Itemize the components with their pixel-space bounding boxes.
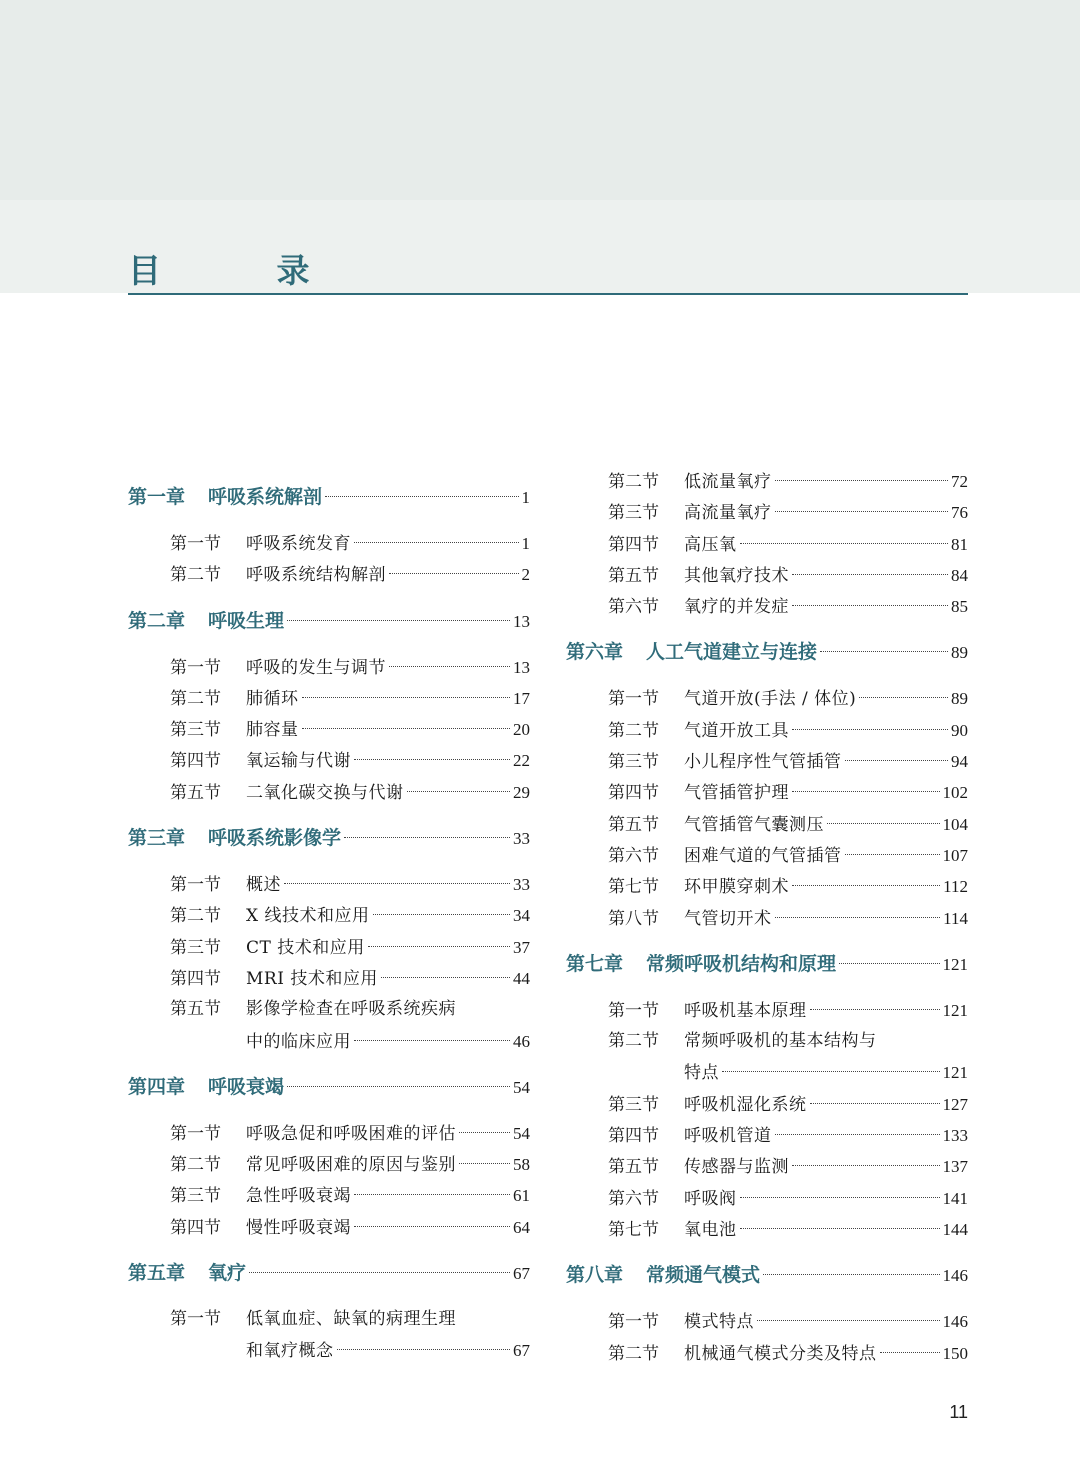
section-title: MRI 技术和应用 — [246, 968, 378, 989]
chapter-number: 第一章 — [128, 486, 186, 508]
page-ref: 107 — [942, 845, 968, 865]
toc-chapter-entry — [128, 1072, 530, 1103]
section-title: 气道开放工具 — [684, 720, 789, 741]
toc-section-entry — [128, 1149, 530, 1180]
section-number: 第一节 — [170, 657, 221, 678]
section-title: 二氧化碳交换与代谢 — [246, 782, 404, 803]
dot-leader — [284, 883, 510, 884]
section-number: 第四节 — [170, 751, 221, 772]
toc-section-entry — [566, 560, 968, 591]
dot-leader — [302, 697, 511, 698]
section-number: 第五节 — [608, 814, 659, 835]
toc-section-entry — [128, 1026, 530, 1057]
section-title: 呼吸机基本原理 — [684, 1000, 807, 1021]
toc-section-entry — [128, 652, 530, 683]
page-ref: 121 — [942, 1063, 968, 1083]
section-number: 第二节 — [170, 688, 221, 709]
page-ref: 67 — [513, 1264, 530, 1284]
chapter-title: 呼吸系统影像学 — [208, 827, 342, 850]
section-title: 呼吸机湿化系统 — [684, 1094, 807, 1115]
section-title: 概述 — [246, 875, 281, 896]
page-number: 11 — [949, 1402, 968, 1422]
dot-leader — [757, 1320, 940, 1321]
section-title: 急性呼吸衰竭 — [246, 1186, 351, 1207]
chapter-title: 常频通气模式 — [646, 1264, 761, 1287]
section-number: 第一节 — [170, 875, 221, 896]
section-number: 第三节 — [170, 720, 221, 741]
page-ref: 1 — [521, 488, 530, 507]
section-number: 第三节 — [170, 1186, 221, 1207]
dot-leader — [845, 854, 940, 855]
section-title: 低流量氧疗 — [684, 472, 772, 492]
section-title: 氧电池 — [684, 1219, 737, 1240]
chapter-number: 第四章 — [128, 1075, 186, 1098]
section-title: 呼吸机管道 — [684, 1126, 772, 1147]
section-number: 第四节 — [608, 534, 659, 555]
section-number: 第四节 — [170, 1217, 221, 1238]
section-title: 呼吸的发生与调节 — [246, 657, 386, 678]
toc-section-entry — [128, 745, 530, 776]
chapter-title: 呼吸系统解剖 — [208, 486, 323, 508]
page-ref: 144 — [942, 1219, 968, 1239]
dot-leader — [459, 1132, 510, 1133]
section-title: 高压氧 — [684, 534, 737, 555]
page-ref: 90 — [951, 720, 968, 740]
section-number: 第七节 — [608, 877, 659, 898]
page-ref: 58 — [513, 1155, 530, 1175]
toc-section-entry — [566, 529, 968, 560]
section-number: 第一节 — [170, 1123, 221, 1144]
toc-chapter-entry — [566, 637, 968, 668]
chapter-number: 第六章 — [566, 641, 624, 664]
dot-leader — [287, 1086, 510, 1087]
toc-section-entry — [128, 714, 530, 745]
page-ref: 20 — [513, 720, 530, 740]
section-number: 第一节 — [608, 1312, 659, 1333]
page-ref: 94 — [951, 752, 968, 772]
section-number: 第二节 — [608, 1031, 659, 1052]
page-ref: 114 — [943, 908, 968, 928]
section-title: 低氧血症、缺氧的病理生理 — [246, 1309, 456, 1330]
section-number: 第三节 — [170, 937, 221, 958]
toc-section-entry — [128, 528, 530, 559]
dot-leader — [325, 496, 518, 497]
toc-section-entry — [128, 683, 530, 714]
toc-section-entry — [128, 559, 530, 590]
page-ref: 2 — [521, 565, 530, 585]
dot-leader — [740, 1228, 940, 1229]
section-title: 肺循环 — [246, 688, 299, 709]
section-number: 第六节 — [608, 1188, 659, 1209]
page-ref: 84 — [951, 565, 968, 585]
dot-leader — [373, 914, 510, 915]
toc-section-entry — [128, 1304, 530, 1335]
toc-section-entry — [128, 900, 530, 931]
toc-section-entry — [566, 1026, 968, 1057]
header-band — [0, 0, 1080, 200]
dot-leader — [740, 1197, 940, 1198]
toc-left-column — [128, 482, 530, 1367]
page-ref: 29 — [513, 782, 530, 802]
chapter-title: 常频呼吸机结构和原理 — [646, 952, 837, 975]
dot-leader — [302, 728, 511, 729]
section-number: 第三节 — [608, 1094, 659, 1115]
dot-leader — [810, 1103, 940, 1104]
page-ref: 146 — [942, 1266, 968, 1286]
dot-leader — [354, 1194, 510, 1195]
toc-chapter-entry — [566, 949, 968, 980]
section-title: 呼吸阀 — [684, 1188, 737, 1209]
page-ref: 112 — [943, 877, 968, 897]
dot-leader — [407, 791, 511, 792]
toc-section-entry — [128, 994, 530, 1025]
toc-section-entry — [566, 1151, 968, 1182]
dot-leader — [775, 511, 949, 512]
section-title: 小儿程序性气管插管 — [684, 752, 842, 773]
dot-leader — [354, 759, 510, 760]
toc-section-entry — [128, 777, 530, 808]
dot-leader — [389, 573, 519, 574]
dot-leader — [792, 791, 940, 792]
section-title: 机械通气模式分类及特点 — [684, 1343, 877, 1364]
dot-leader — [354, 542, 519, 543]
chapter-number: 第七章 — [566, 952, 624, 975]
toc-section-entry — [128, 869, 530, 900]
section-title: 常频呼吸机的基本结构与 — [684, 1031, 877, 1052]
toc-chapter-entry — [566, 1260, 968, 1291]
dot-leader — [354, 1226, 510, 1227]
dot-leader — [859, 697, 948, 698]
page-ref: 150 — [942, 1343, 968, 1363]
section-number: 第一节 — [608, 689, 659, 710]
chapter-number: 第二章 — [128, 609, 186, 632]
dot-leader — [249, 1272, 510, 1273]
toc-section-entry — [566, 1338, 968, 1369]
toc-chapter-entry — [128, 1258, 530, 1289]
page-ref: 121 — [942, 954, 968, 974]
page-ref: 37 — [513, 937, 530, 957]
page-ref: 102 — [942, 783, 968, 803]
dot-leader — [792, 605, 948, 606]
page-ref: 85 — [951, 597, 968, 617]
page-ref: 33 — [513, 829, 530, 849]
section-title: 呼吸急促和呼吸困难的评估 — [246, 1123, 456, 1144]
toc-section-entry — [566, 591, 968, 622]
toc-section-entry — [566, 1057, 968, 1088]
section-title: 气道开放(手法 / 体位) — [684, 689, 857, 710]
dot-leader — [763, 1274, 939, 1275]
section-title: 困难气道的气管插管 — [684, 845, 842, 866]
page-ref: 127 — [942, 1094, 968, 1114]
section-title: CT 技术和应用 — [246, 937, 365, 958]
section-title: X 线技术和应用 — [246, 906, 370, 927]
title-underline — [128, 293, 968, 295]
page-ref: 141 — [942, 1188, 968, 1208]
chapter-title: 呼吸衰竭 — [208, 1075, 285, 1098]
toc-section-entry — [566, 1214, 968, 1245]
toc-section-entry — [128, 1212, 530, 1243]
dot-leader — [820, 651, 948, 652]
dot-leader — [368, 946, 510, 947]
toc-section-entry — [566, 1183, 968, 1214]
section-number: 第二节 — [170, 565, 221, 586]
section-title: 呼吸系统发育 — [246, 534, 351, 554]
section-number: 第一节 — [608, 1000, 659, 1021]
toc-section-entry — [566, 1306, 968, 1337]
section-number: 第二节 — [170, 906, 221, 927]
chapter-title: 氧疗 — [208, 1262, 247, 1285]
dot-leader — [381, 977, 510, 978]
toc-section-entry — [566, 871, 968, 902]
page-ref: 104 — [942, 814, 968, 834]
page-ref: 146 — [942, 1312, 968, 1332]
toc-section-entry — [566, 746, 968, 777]
section-number: 第二节 — [608, 472, 659, 492]
section-title: 气管切开术 — [684, 908, 772, 929]
dot-leader — [810, 1009, 940, 1010]
toc-right-column — [566, 466, 968, 1369]
dot-leader — [775, 1134, 940, 1135]
section-title: 中的临床应用 — [246, 1031, 351, 1052]
dot-leader — [792, 885, 940, 886]
toc-section-entry — [566, 903, 968, 934]
chapter-number: 第三章 — [128, 827, 186, 850]
section-title: 常见呼吸困难的原因与鉴别 — [246, 1155, 456, 1176]
page-ref: 22 — [513, 751, 530, 771]
dot-leader — [792, 729, 948, 730]
toc-section-entry — [566, 840, 968, 871]
toc-section-entry — [128, 1335, 530, 1366]
section-title: 氧疗的并发症 — [684, 597, 789, 618]
page-ref: 67 — [513, 1341, 530, 1361]
page-ref: 17 — [513, 688, 530, 708]
dot-leader — [775, 917, 941, 918]
page-ref: 34 — [513, 906, 530, 926]
section-number: 第三节 — [608, 752, 659, 773]
dot-leader — [792, 1165, 940, 1166]
page-ref: 54 — [513, 1077, 530, 1097]
page-ref: 13 — [513, 657, 530, 677]
section-number: 第一节 — [170, 1309, 221, 1330]
page-ref: 121 — [942, 1000, 968, 1020]
dot-leader — [827, 823, 940, 824]
section-title: 肺容量 — [246, 720, 299, 741]
dot-leader — [880, 1352, 940, 1353]
page-ref: 13 — [513, 611, 530, 631]
dot-leader — [740, 543, 949, 544]
section-title: 环甲膜穿刺术 — [684, 877, 789, 898]
page-ref: 72 — [951, 472, 968, 491]
section-number: 第二节 — [608, 1343, 659, 1364]
chapter-number: 第八章 — [566, 1264, 624, 1287]
section-title: 高流量氧疗 — [684, 503, 772, 524]
dot-leader — [354, 1040, 510, 1041]
section-number: 第六节 — [608, 597, 659, 618]
section-title: 呼吸系统结构解剖 — [246, 565, 386, 586]
toc-chapter-entry — [128, 482, 530, 513]
dot-leader — [845, 760, 949, 761]
dot-leader — [775, 480, 949, 481]
section-title: 慢性呼吸衰竭 — [246, 1217, 351, 1238]
page-ref: 89 — [951, 643, 968, 663]
section-title: 影像学检查在呼吸系统疾病 — [246, 999, 456, 1020]
section-title: 气管插管护理 — [684, 783, 789, 804]
page-ref: 61 — [513, 1186, 530, 1206]
dot-leader — [722, 1071, 940, 1072]
dot-leader — [389, 666, 510, 667]
section-number: 第五节 — [608, 565, 659, 586]
toc-section-entry — [566, 995, 968, 1026]
section-title: 其他氧疗技术 — [684, 565, 789, 586]
section-number: 第八节 — [608, 908, 659, 929]
section-number: 第四节 — [170, 968, 221, 989]
section-number: 第五节 — [608, 1157, 659, 1178]
chapter-title: 人工气道建立与连接 — [646, 641, 818, 664]
toc-chapter-entry — [128, 606, 530, 637]
section-title: 特点 — [684, 1063, 719, 1084]
page-ref: 64 — [513, 1217, 530, 1237]
page-title: 目 录 — [128, 251, 362, 290]
page-ref: 89 — [951, 689, 968, 709]
section-number: 第五节 — [170, 782, 221, 803]
toc-section-entry — [566, 683, 968, 714]
toc-section-entry — [566, 715, 968, 746]
section-title: 传感器与监测 — [684, 1157, 789, 1178]
section-title: 模式特点 — [684, 1312, 754, 1333]
toc-section-entry — [128, 1118, 530, 1149]
toc-section-entry — [566, 466, 968, 497]
section-number: 第五节 — [170, 999, 221, 1020]
page-ref: 44 — [513, 968, 530, 988]
section-number: 第三节 — [608, 503, 659, 524]
section-number: 第二节 — [170, 1155, 221, 1176]
toc-section-entry — [128, 932, 530, 963]
dot-leader — [337, 1349, 511, 1350]
page-ref: 46 — [513, 1031, 530, 1051]
chapter-number: 第五章 — [128, 1262, 186, 1285]
page-ref: 1 — [521, 534, 530, 553]
dot-leader — [344, 837, 510, 838]
section-title: 和氧疗概念 — [246, 1341, 334, 1362]
toc-chapter-entry — [128, 823, 530, 854]
section-number: 第四节 — [608, 1126, 659, 1147]
section-number: 第二节 — [608, 720, 659, 741]
toc-section-entry — [566, 497, 968, 528]
section-number: 第六节 — [608, 845, 659, 866]
dot-leader — [287, 620, 510, 621]
section-title: 氧运输与代谢 — [246, 751, 351, 772]
section-title: 气管插管气囊测压 — [684, 814, 824, 835]
toc-section-entry — [566, 777, 968, 808]
section-number: 第四节 — [608, 783, 659, 804]
section-number: 第一节 — [170, 534, 221, 554]
chapter-title: 呼吸生理 — [208, 609, 285, 632]
toc-section-entry — [566, 809, 968, 840]
toc-section-entry — [566, 1120, 968, 1151]
page-ref: 133 — [942, 1126, 968, 1146]
toc-section-entry — [128, 1180, 530, 1211]
page-ref: 81 — [951, 534, 968, 554]
page-ref: 137 — [942, 1157, 968, 1177]
dot-leader — [839, 963, 939, 964]
section-number: 第七节 — [608, 1219, 659, 1240]
toc-section-entry — [566, 1089, 968, 1120]
page-ref: 33 — [513, 875, 530, 895]
dot-leader — [459, 1163, 510, 1164]
page-ref: 76 — [951, 503, 968, 523]
dot-leader — [792, 574, 948, 575]
page-ref: 54 — [513, 1123, 530, 1143]
toc-section-entry — [128, 963, 530, 994]
